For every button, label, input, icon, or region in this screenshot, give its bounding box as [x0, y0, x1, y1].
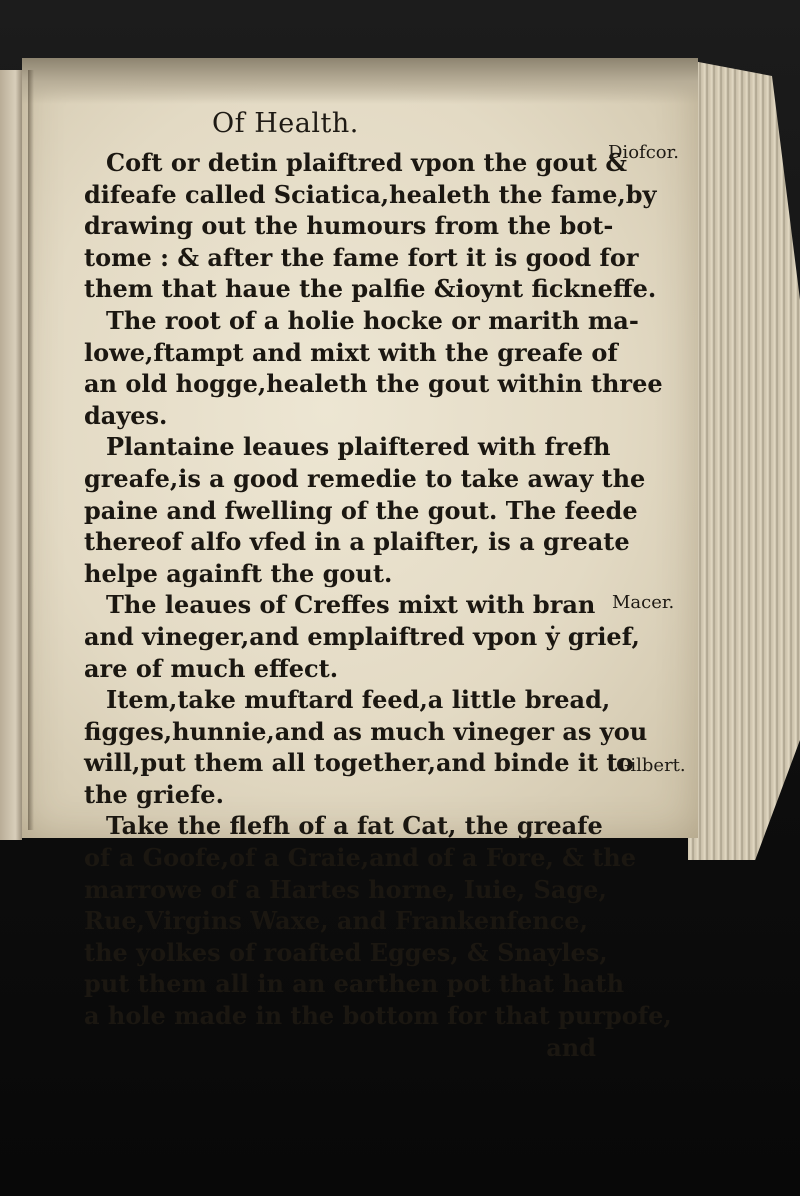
text-line: put them all in an earthen pot that hath: [84, 969, 625, 999]
margin-note-macer: Macer.: [612, 592, 675, 613]
text-line: helpe againft the gout.: [84, 558, 393, 588]
right-page-edges: [688, 60, 800, 860]
page-spine-shadow: [28, 70, 34, 830]
margin-note-gilbert: Gilbert.: [616, 755, 686, 776]
text-line: The leaues of Creffes mixt with bran: [106, 590, 596, 620]
text-line: are of much effect.: [84, 653, 339, 683]
text-line: lowe,ftampt and mixt with the greafe of: [84, 337, 618, 367]
text-line: the griefe.: [84, 779, 224, 809]
catchword: and: [546, 1032, 596, 1062]
text-line: will,put them all together,and binde it to: [84, 748, 634, 778]
text-line: thereof alfo vfed in a plaifter, is a greate: [84, 527, 630, 557]
left-page-edge: [0, 70, 22, 840]
margin-note-dioscor: Diofcor.: [608, 142, 679, 163]
text-line: and vineger,and emplaiftred vpon ẏ grief,: [84, 621, 640, 651]
text-line: an old hogge,healeth the gout within three: [84, 369, 663, 399]
text-line: figges,hunnie,and as much vineger as you: [84, 716, 648, 746]
text-line: the yolkes of roafted Egges, & Snayles,: [84, 937, 608, 967]
text-line: Rue,Virgins Waxe, and Frankenfence,: [84, 906, 588, 936]
text-line: The root of a holie hocke or marith ma-: [106, 305, 639, 335]
text-line: greafe,is a good remedie to take away the: [84, 463, 646, 493]
text-line: a hole made in the bottom for that purpofe,: [84, 1001, 672, 1031]
text-line: of a Goofe,of a Graie,and of a Fore, & the: [84, 843, 636, 873]
text-line: Item,take muftard feed,a little bread,: [106, 685, 611, 715]
text-line: paine and fwelling of the gout. The feede: [84, 495, 638, 525]
text-line: Coft or detin plaiftred vpon the gout &: [106, 148, 628, 177]
text-line: marrowe of a Hartes horne, Iuie, Sage,: [84, 874, 607, 904]
text-line: drawing out the humours from the bot-: [84, 211, 614, 241]
page-top-shadow: [22, 58, 698, 104]
text-line: Plantaine leaues plaiftered with frefh: [106, 432, 611, 462]
text-line: Take the flefh of a fat Cat, the greafe: [106, 811, 603, 841]
text-line: them that haue the palfie &ioynt fickneffe.: [84, 274, 657, 304]
text-line: difeafe called Sciatica,healeth the fame,by: [84, 179, 657, 209]
running-header: Of Health.: [212, 108, 359, 139]
text-line: dayes.: [84, 400, 168, 430]
text-line: tome : & after the fame fort it is good for: [84, 242, 639, 272]
